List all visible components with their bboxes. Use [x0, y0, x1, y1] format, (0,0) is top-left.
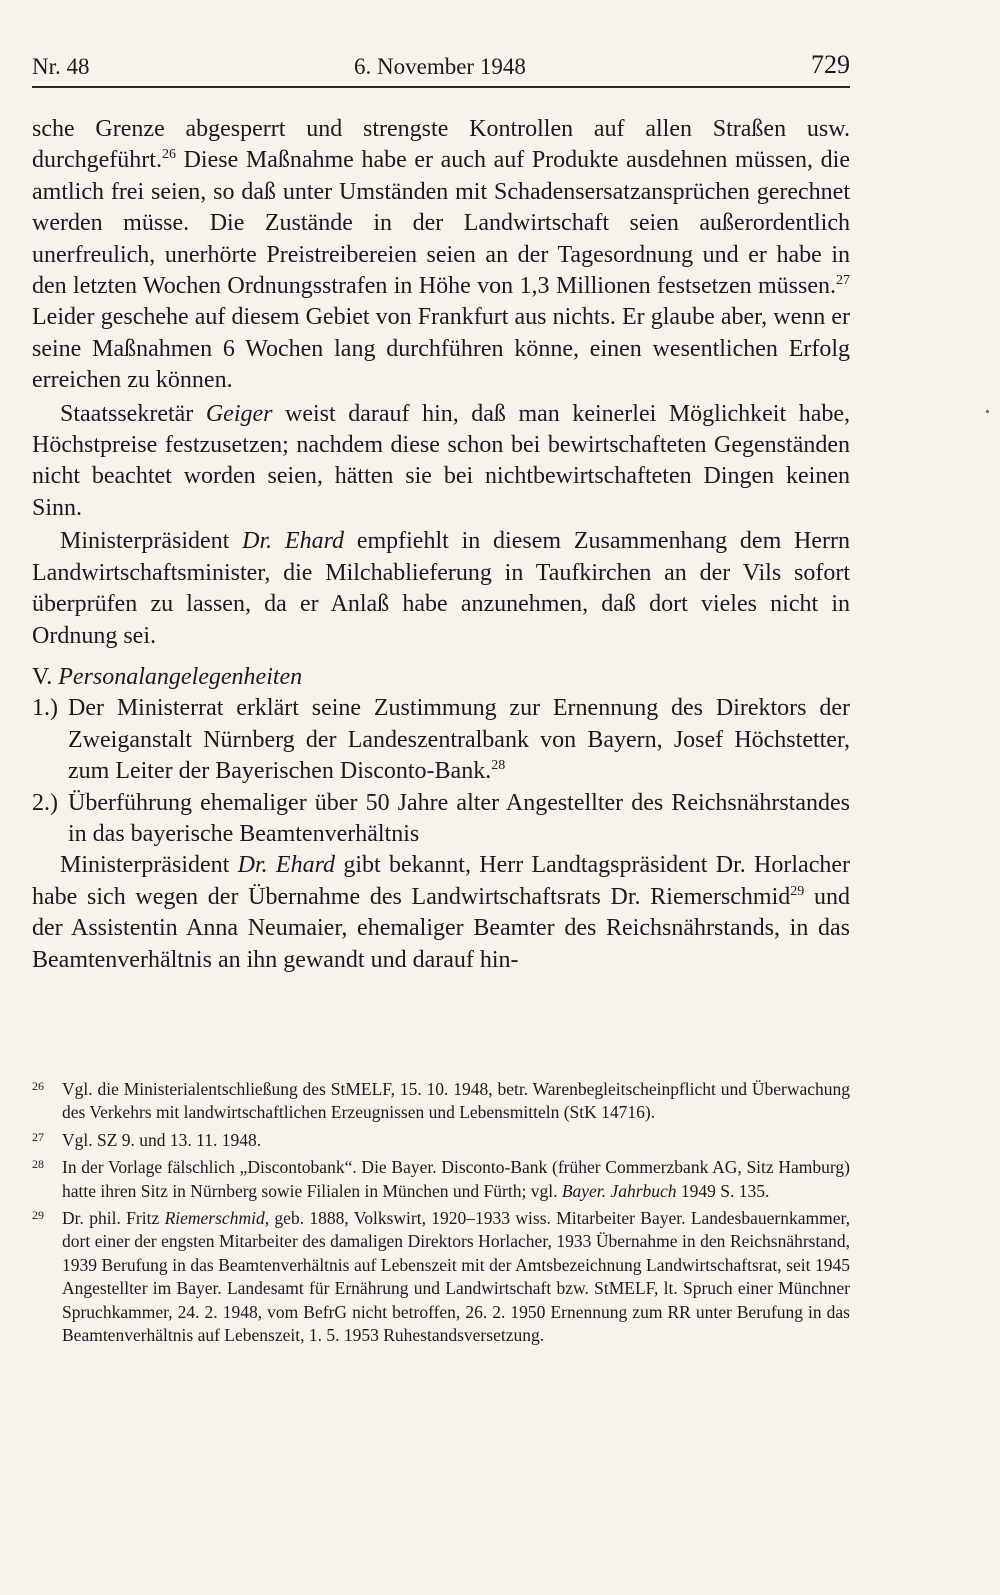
footnote-ref-26: 26	[161, 147, 176, 163]
footnote-28: 28 In der Vorlage fälschlich „Discontobank“. Die Bayer. Disconto-Bank (früher Commerzbank AG, Sitz Hamburg) hatte ihren Sitz in Nürnberg sowie Filialen in München und Fürth; vgl. Bayer. Jahrbuch 1949 S. 135.	[32, 1157, 850, 1201]
speaker-name: Dr. Ehard	[242, 528, 345, 555]
paragraph-1: sche Grenze abgesperrt und strengste Kontrollen auf allen Straßen usw. durchgeführt.$^{26}$ Diese Maßnahme habe er auch auf Produkte ausdehnen müssen, die amtlich frei seien, so daß unter Umständen mit Schadensersatzansprüchen gerechnet werden müsse. Die Zustände in der Landwirtschaft seien außerordentlich unerfreulich, unerhörte Preistreibereien seien an der Tagesordnung und er habe in den letzten Wochen Ordnungsstrafen in Höhe von 1,3 Millionen festsetzen müssen.$^{27}$ Leider geschehe auf diesem Gebiet von Frankfurt aus nichts. Er glaube aber, wenn er seine Maßnahmen 6 Wochen lang durchführen könne, einen wesentlichen Erfolg erreichen zu können.	[32, 116, 850, 394]
footnotes	[32, 1078, 850, 1351]
paragraph-3: Ministerpräsident Dr. Ehard empfiehlt in diesem Zusammenhang dem Herrn Landwirtschaftsminister, die Milchablieferung in Taufkirchen an der Vils sofort überprüfen zu lassen, da er Anlaß habe anzunehmen, daß dort vieles nicht in Ordnung sei.	[32, 528, 850, 649]
page-header	[32, 46, 850, 88]
speaker-name: Geiger	[205, 400, 273, 427]
footnote-26: 26 Vgl. die Ministerialentschließung des StMELF, 15. 10. 1948, betr. Warenbegleitscheinpflicht und Überwachung des Verkehrs mit landwirtschaftlichen Erzeugnissen und Lebensmitteln (StK 14716).	[32, 1079, 850, 1123]
list-item: 1.) Der Ministerrat erklärt seine Zustimmung zur Ernennung des Direktors der Zweiganstalt Nürnberg der Landeszentralbank von Bayern, Josef Höchstetter, zum Leiter der Bayerischen Disconto-Bank.$^{28}$	[32, 695, 850, 785]
footnote-ref-29: 29	[790, 883, 805, 899]
paragraph-2: Staatssekretär Geiger weist darauf hin, daß man keinerlei Möglichkeit habe, Höchstpreise festzusetzen; nachdem diese schon bei bewirtschafteten Gegenständen nicht beachtet worden seien, hätten sie bei nichtbewirtschafteten Dingen keinen Sinn.	[32, 400, 850, 521]
speaker-name: Dr. Ehard	[237, 852, 336, 879]
footnote-ref-28: 28	[491, 758, 506, 774]
list-item: 2.) Überführung ehemaliger über 50 Jahre alter Angestellter des Reichsnährstandes in das bayerische Beamtenverhältnis	[32, 789, 850, 847]
section-heading: V. Personalangelegenheiten	[32, 663, 303, 690]
footnote-27: 27 Vgl. SZ 9. und 13. 11. 1948.	[32, 1129, 262, 1150]
footnote-29: 29 Dr. phil. Fritz Riemerschmid, geb. 1888, Volkswirt, 1920–1933 wiss. Mitarbeiter Bayer. Landesbauernkammer, dort einer der engsten Mitarbeiter des damaligen Direktors Horlacher, 1933 Übernahme in den Reichsnährstand, 1939 Berufung in das Beamtenverhältnis auf Lebenszeit mit der Amtsbezeichnung Landwirtschaftsrat, seit 1945 Angestellter im Bayer. Landesamt für Ernährung und Landwirtschaft bzw. StMELF, lt. Spruch einer Münchner Spruchkammer, 24. 2. 1948, vom BefrG nicht betroffen, 26. 2. 1950 Ernennung zum RR unter Berufung in das Beamtenverhältnis auf Lebenszeit, 1. 5. 1953 Ruhestandsversetzung.	[32, 1208, 850, 1346]
issue-number: Nr. 48	[32, 54, 90, 79]
main-text	[32, 114, 850, 976]
paragraph-4: Ministerpräsident Dr. Ehard gibt bekannt, Herr Landtagspräsident Dr. Horlacher habe sich wegen der Übernahme des Landwirtschaftsrats Dr. Riemerschmid$^{29}$ und der Assistentin Anna Neumaier, ehemaliger Beamter des Reichsnährstands, in das Beamtenverhältnis an ihn gewandt und darauf hin-	[32, 852, 850, 973]
footnote-ref-27: 27	[836, 273, 850, 289]
margin-speck	[986, 410, 989, 413]
page-number: 729	[811, 50, 850, 79]
header-date: 6. November 1948	[354, 54, 526, 79]
